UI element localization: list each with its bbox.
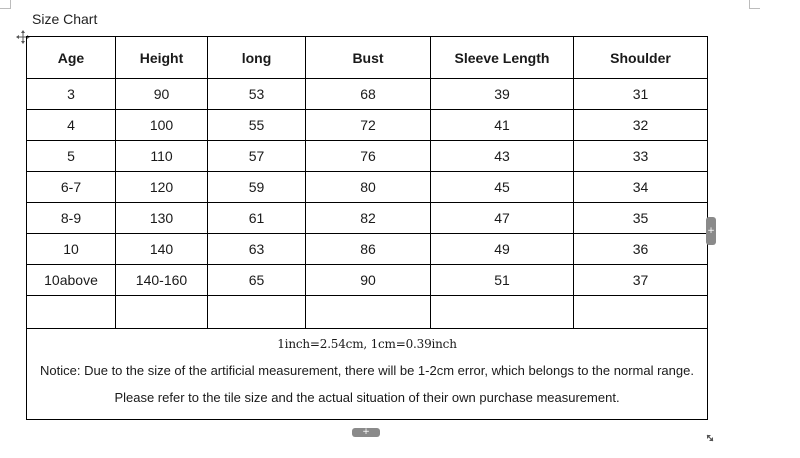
header-sleeve-length: Sleeve Length (431, 37, 574, 79)
cell-long: 59 (208, 172, 306, 203)
table-row (27, 141, 708, 172)
cell-shoulder: 34 (574, 172, 708, 203)
resize-corner-icon[interactable] (705, 428, 715, 438)
cell-sleeve-length: 51 (431, 265, 574, 296)
cell-bust: 82 (306, 203, 431, 234)
cell-height: 130 (116, 203, 208, 234)
cell-bust: 76 (306, 141, 431, 172)
unit-conversion-note: 1inch=2.54cm, 1cm=0.39inch (277, 337, 457, 351)
measurement-notice: Notice: Due to the size of the artificial measurement, there will be 1-2cm error, which belongs to the normal range. (40, 363, 694, 378)
header-age: Age (27, 37, 116, 79)
add-row-handle[interactable]: + (352, 428, 380, 437)
cell-height: 120 (116, 172, 208, 203)
cell-sleeve-length: 41 (431, 110, 574, 141)
empty-cell (574, 296, 708, 329)
cell-bust: 72 (306, 110, 431, 141)
cell-long: 57 (208, 141, 306, 172)
cell-shoulder: 33 (574, 141, 708, 172)
table-row (27, 110, 708, 141)
empty-cell (27, 296, 116, 329)
cell-sleeve-length: 43 (431, 141, 574, 172)
notes-cell (27, 329, 708, 420)
add-column-handle[interactable]: + (706, 217, 716, 245)
table-caption: Size Chart (32, 11, 98, 27)
cell-bust: 68 (306, 79, 431, 110)
table-row (27, 79, 708, 110)
cell-height: 140 (116, 234, 208, 265)
cell-age: 5 (27, 141, 116, 172)
cell-height: 90 (116, 79, 208, 110)
cell-sleeve-length: 47 (431, 203, 574, 234)
empty-row (27, 296, 708, 329)
cell-height: 100 (116, 110, 208, 141)
empty-cell (116, 296, 208, 329)
cell-bust: 90 (306, 265, 431, 296)
cell-height: 140-160 (116, 265, 208, 296)
reference-note: Please refer to the tile size and the actual situation of their own purchase measurement. (114, 390, 620, 405)
page-corner-mark-left (0, 0, 11, 9)
cell-height: 110 (116, 141, 208, 172)
header-bust: Bust (306, 37, 431, 79)
header-shoulder: Shoulder (574, 37, 708, 79)
cell-bust: 86 (306, 234, 431, 265)
page-corner-mark-right (749, 0, 760, 9)
cell-age: 3 (27, 79, 116, 110)
table-row (27, 172, 708, 203)
header-height: Height (116, 37, 208, 79)
cell-long: 61 (208, 203, 306, 234)
cell-long: 53 (208, 79, 306, 110)
table-row (27, 234, 708, 265)
empty-cell (306, 296, 431, 329)
cell-age: 10 (27, 234, 116, 265)
cell-shoulder: 36 (574, 234, 708, 265)
empty-cell (431, 296, 574, 329)
cell-age: 6-7 (27, 172, 116, 203)
empty-cell (208, 296, 306, 329)
table-row (27, 265, 708, 296)
cell-age: 8-9 (27, 203, 116, 234)
cell-long: 65 (208, 265, 306, 296)
size-chart-table (26, 36, 708, 420)
cell-shoulder: 35 (574, 203, 708, 234)
cell-shoulder: 32 (574, 110, 708, 141)
cell-sleeve-length: 39 (431, 79, 574, 110)
cell-sleeve-length: 45 (431, 172, 574, 203)
notes-row (27, 329, 708, 420)
cell-shoulder: 37 (574, 265, 708, 296)
header-row (27, 37, 708, 79)
cell-long: 55 (208, 110, 306, 141)
table-row (27, 203, 708, 234)
cell-shoulder: 31 (574, 79, 708, 110)
cell-age: 4 (27, 110, 116, 141)
cell-age: 10above (27, 265, 116, 296)
cell-bust: 80 (306, 172, 431, 203)
header-long: long (208, 37, 306, 79)
cell-sleeve-length: 49 (431, 234, 574, 265)
cell-long: 63 (208, 234, 306, 265)
